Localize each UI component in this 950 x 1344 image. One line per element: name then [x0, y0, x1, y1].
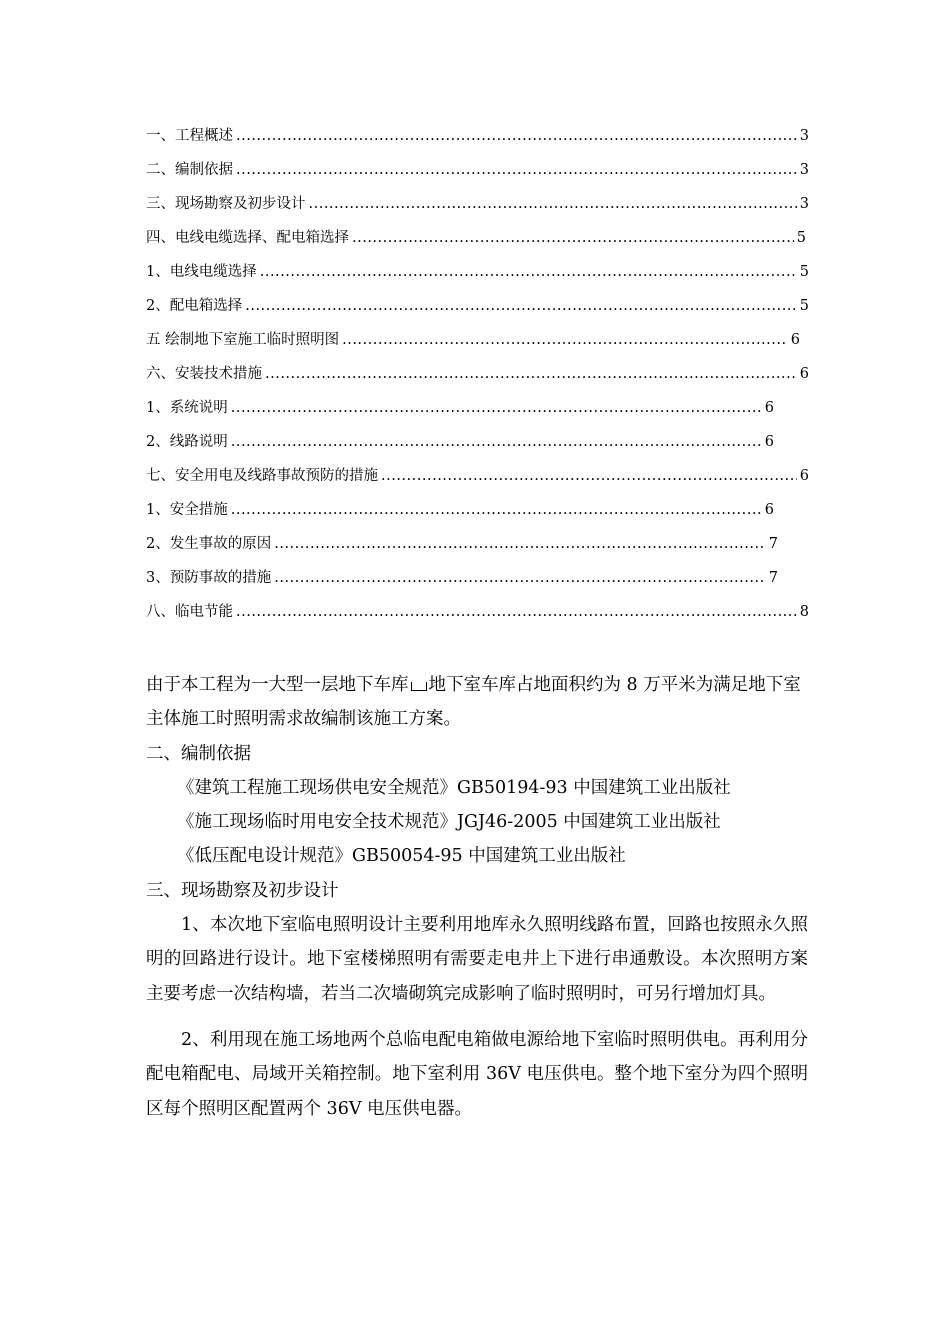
toc-entry[interactable]	[146, 466, 809, 500]
toc-entry-page: 7	[768, 536, 778, 552]
toc-entry-label: 3、预防事故的措施	[146, 570, 272, 586]
toc-entry[interactable]	[146, 568, 778, 602]
intro-text-end: 地下室车库占地面积约为 8 万平米为满足地下室主体施工时照明需求故编制该施工方案。	[146, 675, 801, 730]
toc-dot-leader	[274, 534, 766, 554]
toc-entry-label: 2、线路说明	[146, 434, 228, 450]
toc-dot-leader	[245, 296, 797, 316]
toc-entry-label: 八、临电节能	[146, 604, 233, 620]
toc-entry-label: 四、电线电缆选择、配电箱选择	[146, 230, 349, 246]
toc-dot-leader	[236, 126, 797, 146]
toc-dot-leader	[236, 160, 797, 180]
toc-entry[interactable]	[146, 602, 809, 636]
reference-item: 《建筑工程施工现场供电安全规范》GB50194-93 中国建筑工业出版社	[177, 777, 731, 798]
toc-dot-leader	[231, 398, 762, 418]
toc-dot-leader	[309, 194, 797, 214]
toc-entry-label: 七、安全用电及线路事故预防的措施	[146, 468, 378, 484]
toc-entry-label: 五 绘制地下室施工临时照明图	[146, 332, 340, 348]
toc-entry-label: 2、发生事故的原因	[146, 536, 272, 552]
toc-entry[interactable]	[146, 330, 800, 364]
toc-entry[interactable]	[146, 160, 809, 194]
body-paragraph: 2、利用现在施工场地两个总临电配电箱做电源给地下室临时照明供电。再利用分配电箱配电、局域开关箱控制。地下室利用 36V 电压供电。整个地下室分为四个照明区每个照明区配置两个 36V 电压供电器。	[146, 1029, 808, 1119]
toc-entry-page: 6	[790, 332, 800, 348]
toc-entry-page: 6	[764, 400, 774, 416]
toc-entry-label: 2、配电箱选择	[146, 298, 243, 314]
toc-dot-leader	[352, 228, 794, 248]
section-heading: 三、现场勘察及初步设计	[146, 880, 339, 901]
section-heading: 二、编制依据	[146, 743, 251, 764]
toc-dot-leader	[274, 568, 766, 588]
toc-entry[interactable]	[146, 262, 809, 296]
toc-dot-leader	[231, 432, 762, 452]
toc-entry-label: 三、现场勘察及初步设计	[146, 196, 306, 212]
toc-entry[interactable]	[146, 500, 774, 534]
intro-text-start: 由于本工程为一大型一层地下车库	[146, 675, 409, 695]
toc-dot-leader	[231, 500, 762, 520]
toc-entry-page: 7	[768, 570, 778, 586]
toc-entry[interactable]	[146, 228, 806, 262]
toc-entry[interactable]	[146, 194, 809, 228]
toc-entry-page: 5	[799, 264, 809, 280]
reference-item: 《低压配电设计规范》GB50054-95 中国建筑工业出版社	[177, 846, 626, 867]
toc-entry[interactable]	[146, 126, 809, 160]
space-mark-icon	[411, 682, 427, 691]
toc-dot-leader	[265, 364, 797, 384]
toc-dot-leader	[342, 330, 788, 350]
body-paragraph: 1、本次地下室临电照明设计主要利用地库永久照明线路布置，回路也按照永久照明的回路进行设计。地下室楼梯照明有需要走电井上下进行串通敷设。本次照明方案主要考虑一次结构墙，若当二次墙砌筑完成影响了临时照明时，可另行增加灯具。	[146, 915, 808, 1004]
toc-entry-page: 6	[799, 468, 809, 484]
toc-entry-label: 1、电线电缆选择	[146, 264, 257, 280]
toc-entry[interactable]	[146, 398, 774, 432]
toc-entry-label: 1、安全措施	[146, 502, 228, 518]
toc-entry-page: 3	[799, 196, 809, 212]
toc-entry-page: 3	[799, 128, 809, 144]
toc-entry[interactable]	[146, 432, 774, 466]
toc-entry-label: 六、安装技术措施	[146, 366, 262, 382]
toc-dot-leader	[381, 466, 797, 486]
toc-entry-page: 6	[764, 502, 774, 518]
toc-entry-page: 6	[764, 434, 774, 450]
toc-entry-label: 一、工程概述	[146, 128, 233, 144]
document-body	[146, 668, 808, 1126]
toc-dot-leader	[260, 262, 797, 282]
toc-entry[interactable]	[146, 534, 778, 568]
toc-entry-label: 1、系统说明	[146, 400, 228, 416]
toc-entry-page: 8	[799, 604, 809, 620]
toc-entry[interactable]	[146, 296, 809, 330]
toc-entry-page: 5	[796, 230, 806, 246]
intro-paragraph	[146, 668, 808, 737]
toc-entry[interactable]	[146, 364, 809, 398]
toc-dot-leader	[236, 602, 797, 622]
toc-entry-page: 3	[799, 162, 809, 178]
toc-entry-label: 二、编制依据	[146, 162, 233, 178]
toc-entry-page: 6	[799, 366, 809, 382]
table-of-contents	[146, 126, 811, 636]
toc-entry-page: 5	[799, 298, 809, 314]
reference-item: 《施工现场临时用电安全技术规范》JGJ46-2005 中国建筑工业出版社	[177, 812, 721, 833]
